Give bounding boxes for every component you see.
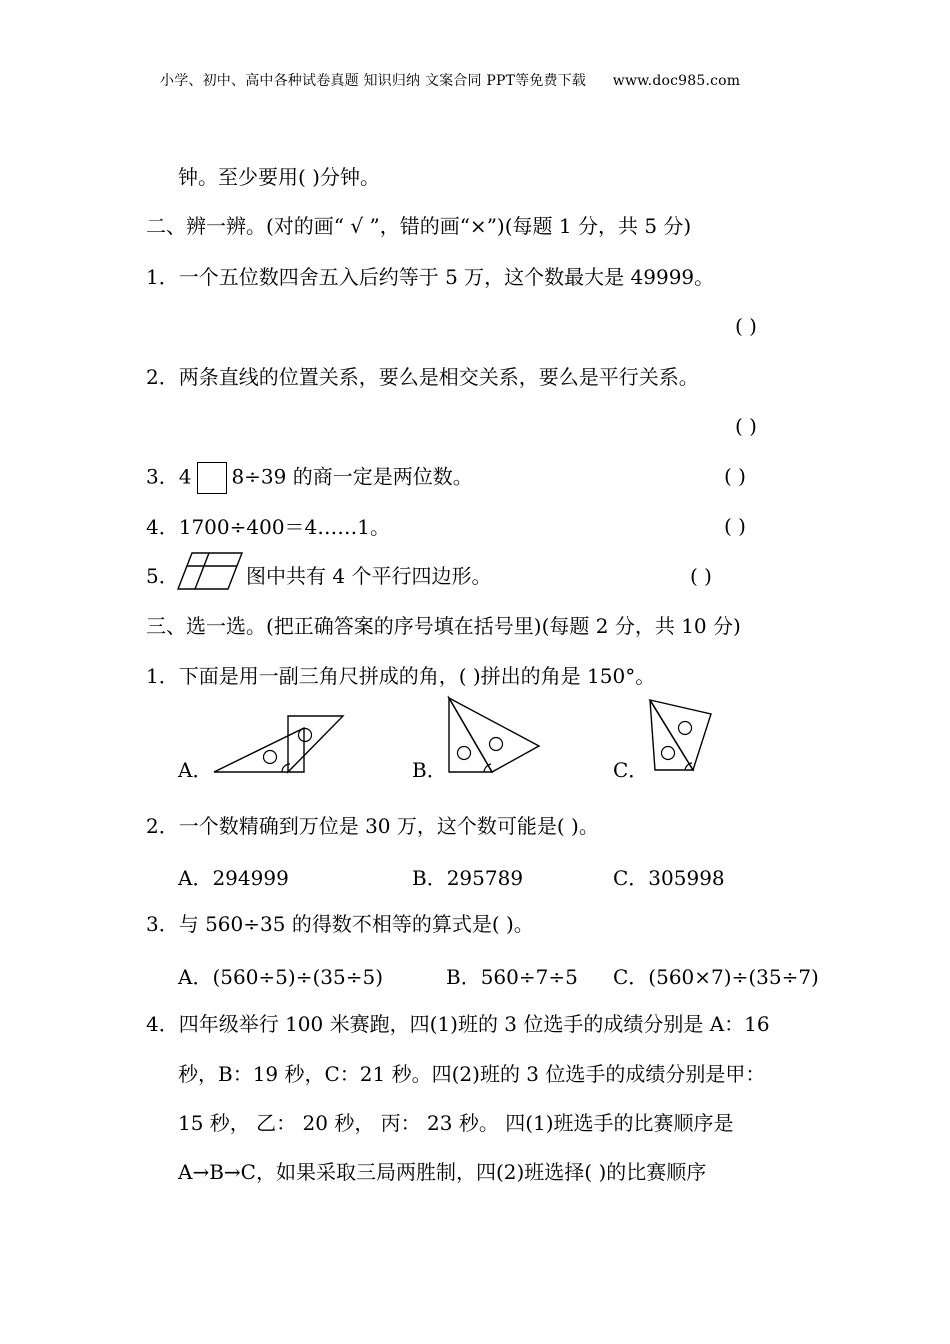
set-square-figure-b <box>444 696 544 776</box>
s3-q1-option-c-label[interactable]: C． <box>613 758 649 782</box>
s3-question-1: 1．下面是用一副三角尺拼成的角，( )拼出的角是 150°。 <box>146 664 656 688</box>
hole-circle <box>490 738 503 751</box>
triangle-30-60 <box>214 728 304 772</box>
s3-q2-option-b[interactable]: B．295789 <box>412 866 524 890</box>
s3-question-2: 2．一个数精确到万位是 30 万，这个数可能是( )。 <box>146 814 599 838</box>
s2-answer-paren-3[interactable]: ( ) <box>724 464 746 488</box>
triangle-45 <box>449 698 539 772</box>
triangle-45 <box>288 716 343 772</box>
s3-q2-option-a[interactable]: A．294999 <box>178 866 289 890</box>
hole-circle <box>299 729 312 742</box>
header-text: 小学、初中、高中各种试卷真题 知识归纳 文案合同 PPT等免费下载 <box>160 73 587 89</box>
carry-line: 钟。至少要用( )分钟。 <box>178 165 380 189</box>
s2-question-4: 4．1700÷400＝4……1。 <box>146 515 391 539</box>
s2-question-3 <box>146 462 473 494</box>
s2-answer-paren-5[interactable]: ( ) <box>690 564 712 588</box>
hole-circle <box>679 722 692 735</box>
parallelogram-figure <box>178 551 244 591</box>
s3-question-3: 3．与 560÷35 的得数不相等的算式是( )。 <box>146 912 534 936</box>
s2-answer-paren-1[interactable]: ( ) <box>735 314 757 338</box>
s3-question-4-line-1: 4．四年级举行 100 米赛跑，四(1)班的 3 位选手的成绩分别是 A：16 <box>146 1012 770 1036</box>
s3-q1-option-a-label[interactable]: A． <box>178 758 213 782</box>
s3-q2-option-c[interactable]: C．305998 <box>613 866 725 890</box>
s3-q3-option-a[interactable]: A．(560÷5)÷(35÷5) <box>178 965 383 989</box>
section3-title: 三、选一选。(把正确答案的序号填在括号里)(每题 2 分，共 10 分) <box>146 614 741 638</box>
s3-question-4-line-2: 秒，B：19 秒，C：21 秒。四(2)班的 3 位选手的成绩分别是甲： <box>178 1062 766 1086</box>
set-square-figure-c <box>645 698 715 774</box>
hole-circle <box>662 747 675 760</box>
header-url: www.doc985.com <box>612 73 741 89</box>
s2-question-1: 1．一个五位数四舍五入后约等于 5 万，这个数最大是 49999。 <box>146 265 715 289</box>
s3-q3-option-b[interactable]: B．560÷7÷5 <box>446 965 578 989</box>
triangle-45 <box>650 700 711 770</box>
s2-q5-prefix: 5． <box>146 564 179 588</box>
s2-answer-paren-4[interactable]: ( ) <box>724 514 746 538</box>
section2-title: 二、辨一辨。(对的画“ √ ”，错的画“×”)(每题 1 分，共 5 分) <box>146 214 692 238</box>
s3-question-4-line-3: 15 秒， 乙： 20 秒， 丙： 23 秒。 四(1)班选手的比赛顺序是 <box>178 1111 734 1135</box>
slant-divider <box>195 553 209 589</box>
s3-q1-option-b-label[interactable]: B． <box>412 758 447 782</box>
page-header <box>160 70 740 90</box>
set-square-figure-a <box>212 714 347 776</box>
s2-answer-paren-2[interactable]: ( ) <box>735 414 757 438</box>
s2-q5-suffix: 图中共有 4 个平行四边形。 <box>246 564 492 588</box>
s3-q3-option-c[interactable]: C．(560×7)÷(35÷7) <box>613 965 819 989</box>
s3-question-4-line-4: A→B→C，如果采取三局两胜制，四(2)班选择( )的比赛顺序 <box>178 1160 707 1184</box>
blank-digit-box[interactable] <box>197 462 227 494</box>
hole-circle <box>264 751 277 764</box>
hole-circle <box>458 747 471 760</box>
s2-q3-prefix: 3．4 <box>146 464 192 489</box>
s2-question-2: 2．两条直线的位置关系，要么是相交关系，要么是平行关系。 <box>146 365 699 389</box>
outer-parallelogram <box>178 553 242 589</box>
s2-q3-suffix: 8÷39 的商一定是两位数。 <box>231 464 473 489</box>
